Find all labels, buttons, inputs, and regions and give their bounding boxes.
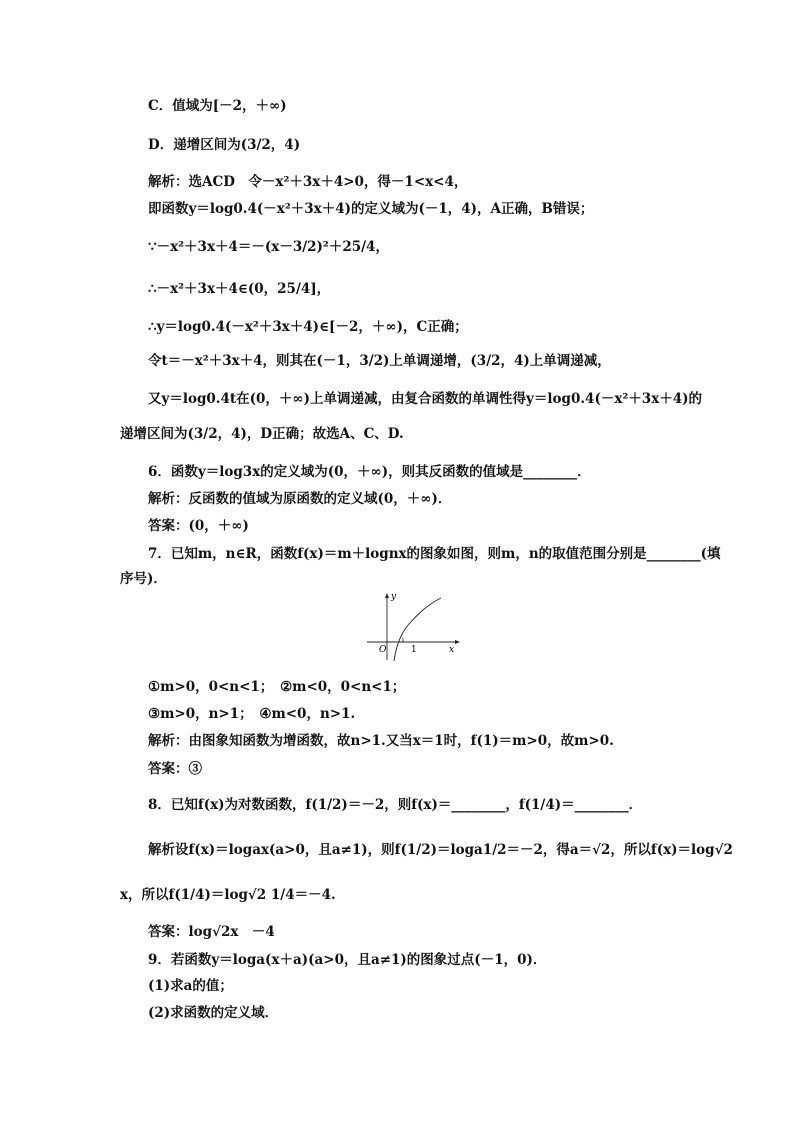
origin-label: O <box>379 645 387 655</box>
q8-answer: 答案：log√2x －4 <box>148 924 275 940</box>
analysis-3: ∵－x²＋3x＋4＝－(x－3/2)²＋25/4， <box>148 239 389 255</box>
analysis-6: 令t＝－x²＋3x＋4，则其在(－1，3/2)上单调递增，(3/2，4)上单调递减， <box>148 353 611 369</box>
analysis-2: 即函数y＝log0.4(－x²＋3x＋4)的定义域为(－1，4)，A正确，B错误； <box>148 201 594 217</box>
log-function-graph <box>365 592 460 662</box>
tick-1-label: 1 <box>411 645 417 655</box>
curve <box>394 598 441 661</box>
q6-analysis: 解析：反函数的值域为原函数的定义域(0，＋∞)． <box>148 491 452 507</box>
q8-analysis-a: 解析设f(x)＝logax(a>0，且a≠1)，则f(1/2)＝loga1/2＝－2，得a＝√2，所以f(x)＝log√2 <box>148 842 733 858</box>
graph-svg <box>365 592 460 662</box>
option-d: D．递增区间为(3/2，4) <box>148 137 301 153</box>
y-axis-arrow <box>385 593 389 598</box>
q9-part-1: (1)求a的值； <box>148 978 233 994</box>
question-9: 9．若函数y＝loga(x＋a)(a>0，且a≠1)的图象过点(－1，0)． <box>148 952 547 968</box>
q9-part-2: (2)求函数的定义域． <box>148 1005 279 1021</box>
question-7-b: 序号)． <box>120 571 167 587</box>
question-6: 6．函数y＝log3x的定义域为(0，＋∞)，则其反函数的值域是________． <box>148 464 591 480</box>
q6-answer: 答案：(0，＋∞) <box>148 518 249 534</box>
x-label: x <box>449 645 455 655</box>
x-axis-arrow <box>455 640 460 644</box>
q7-options-2: ③m>0，n>1； ④m<0，n>1. <box>148 706 356 722</box>
analysis-1: 解析：选ACD 令－x²＋3x＋4>0，得－1<x<4， <box>148 174 468 190</box>
q7-answer: 答案：③ <box>148 761 202 777</box>
q8-analysis-b: x，所以f(1/4)＝log√2 1/4＝－4. <box>120 887 336 903</box>
q7-analysis: 解析：由图象知函数为增函数，故n>1.又当x＝1时，f(1)＝m>0，故m>0. <box>148 733 614 749</box>
analysis-7: 又y＝log0.4t在(0，＋∞)上单调递减，由复合函数的单调性得y＝log0.4(－x²＋3x＋4)的 <box>148 391 703 407</box>
analysis-5: ∴y＝log0.4(－x²＋3x＋4)∈[－2，＋∞)，C正确； <box>148 319 468 335</box>
question-8: 8．已知f(x)为对数函数，f(1/2)＝－2，则f(x)＝________，f(1/4)＝________． <box>148 797 643 813</box>
option-c: C．值域为[－2，＋∞) <box>148 98 287 114</box>
question-7-a: 7．已知m，n∈R，函数f(x)＝m＋lognx的图象如图，则m，n的取值范围分别是________(填 <box>148 546 721 562</box>
analysis-8: 递增区间为(3/2，4)，D正确；故选A、C、D. <box>120 426 404 442</box>
q7-options-1: ①m>0，0<n<1； ②m<0，0<n<1； <box>148 679 406 695</box>
y-label: y <box>391 592 397 602</box>
analysis-4: ∴－x²＋3x＋4∈(0，25/4]， <box>148 281 331 297</box>
